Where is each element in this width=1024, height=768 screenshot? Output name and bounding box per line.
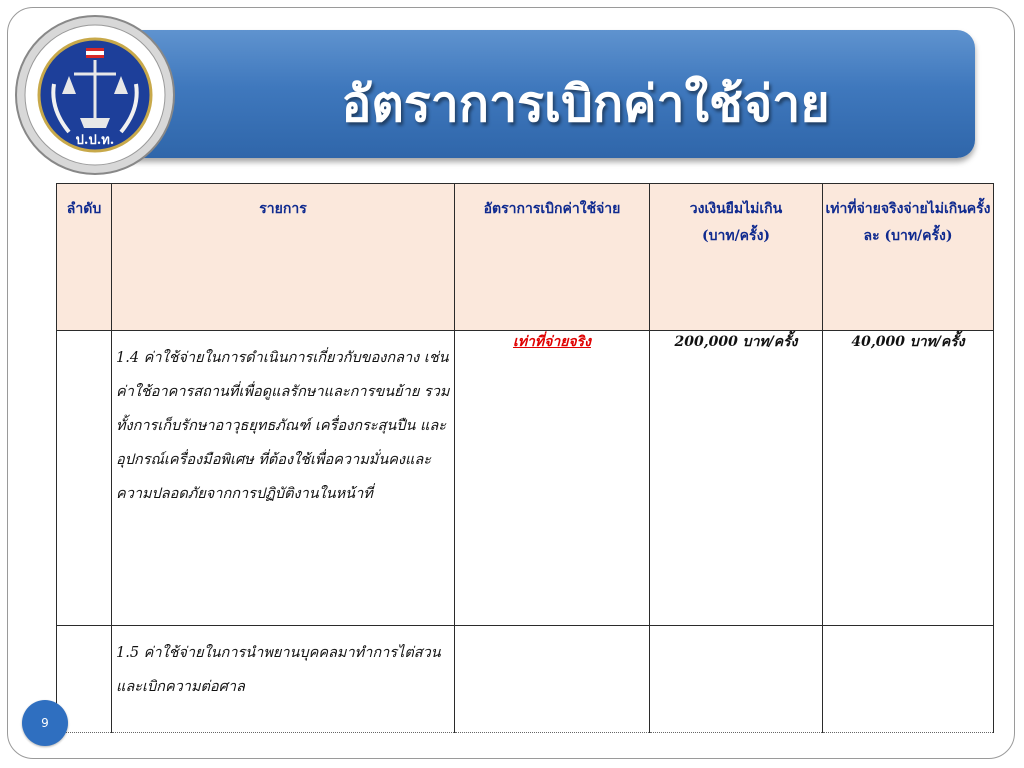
cell-item <box>112 331 455 626</box>
item-description: 1.5 ค่าใช้จ่ายในการนำพยานบุคคลมาทำการไต่สวนและเบิกความต่อศาล <box>116 645 441 695</box>
header-rate: อัตราการเบิกค่าใช้จ่าย <box>455 184 650 331</box>
cell-no <box>57 331 112 626</box>
cell-actual-limit: 40,000 บาท/ครั้ง <box>823 331 994 626</box>
header-item: รายการ <box>112 184 455 331</box>
seal-text: ป.ป.ท. <box>75 133 115 148</box>
cell-rate <box>455 626 650 733</box>
table-header-row <box>57 184 994 331</box>
table-row <box>57 331 994 626</box>
title-bar <box>86 30 975 158</box>
cell-loan-limit: 200,000 บาท/ครั้ง <box>650 331 823 626</box>
cell-loan-limit <box>650 626 823 733</box>
rates-table <box>56 183 994 733</box>
header-no: ลำดับ <box>57 184 112 331</box>
rate-link[interactable]: เท่าที่จ่ายจริง <box>513 334 591 350</box>
item-description: 1.4 ค่าใช้จ่ายในการดำเนินการเกี่ยวกับของกลาง เช่น ค่าใช้อาคารสถานที่เพื่อดูแลรักษาและการขนย้าย รวมทั้งการเก็บรักษาอาวุธยุทธภัณฑ์ เครื่องกระสุนปืน และอุปกรณ์เครื่องมือพิเศษ ที่ต้องใช้เพื่อความมั่นคงและความปลอดภัยจากการปฏิบัติงานในหน้าที่ <box>116 350 450 502</box>
table-row <box>57 626 994 733</box>
agency-seal-logo <box>14 14 176 176</box>
cell-actual-limit <box>823 626 994 733</box>
slide-title: อัตราการเบิกค่าใช้จ่าย <box>341 75 830 133</box>
header-loan-limit: วงเงินยืมไม่เกิน (บาท/ครั้ง) <box>650 184 823 331</box>
page-number-badge: 9 <box>22 700 68 746</box>
cell-item <box>112 626 455 733</box>
cell-rate <box>455 331 650 626</box>
header-actual-limit: เท่าที่จ่ายจริงจ่ายไม่เกินครั้งละ (บาท/ครั้ง) <box>823 184 994 331</box>
